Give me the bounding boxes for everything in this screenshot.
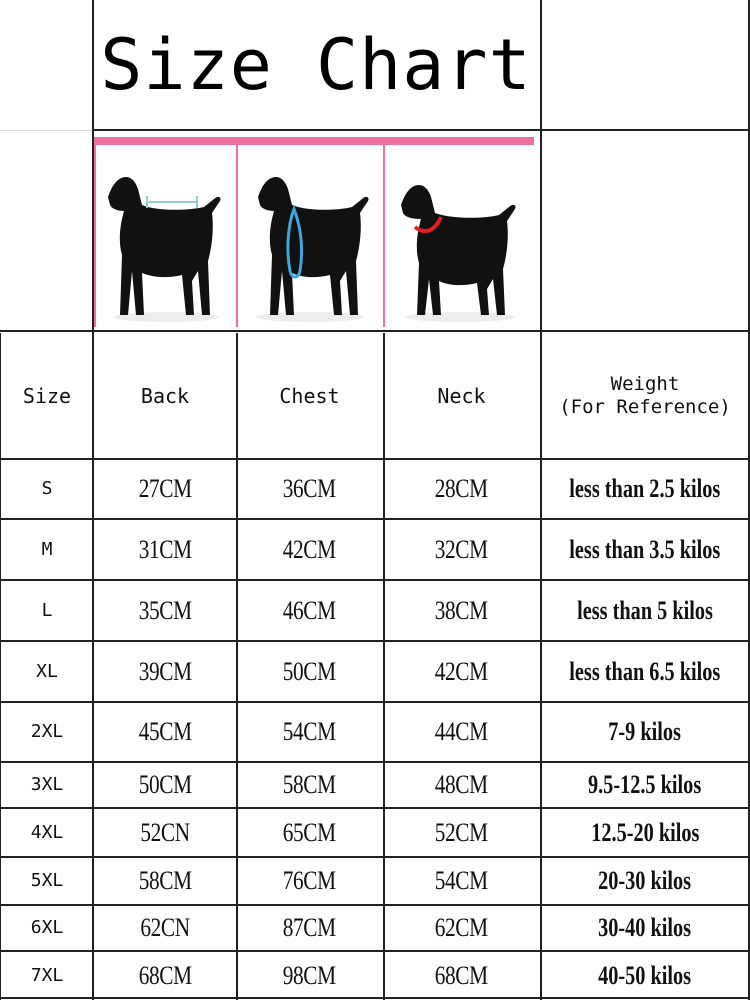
cell-chest-text: 54CM bbox=[283, 717, 336, 747]
cell-back-text: 39CM bbox=[138, 656, 192, 686]
cell-size-text: 3XL bbox=[30, 774, 64, 796]
cell-weight bbox=[540, 762, 750, 808]
cell-chest bbox=[236, 808, 383, 857]
cell-weight-text: less than 3.5 kilos bbox=[569, 534, 721, 564]
cell-neck bbox=[383, 641, 540, 702]
cell-back bbox=[94, 951, 236, 1000]
cell-chest-text: 42CM bbox=[283, 534, 336, 564]
cell-size-text: 7XL bbox=[30, 964, 64, 986]
cell-weight bbox=[540, 459, 750, 519]
dog-chest-measure-icon bbox=[238, 145, 383, 327]
cell-back-text: 58CM bbox=[138, 866, 192, 896]
cell-neck bbox=[383, 459, 540, 519]
cell-size bbox=[0, 580, 94, 641]
cell-chest-text: 58CM bbox=[283, 770, 336, 800]
cell-chest bbox=[236, 519, 383, 580]
cell-weight-text: 12.5-20 kilos bbox=[590, 817, 700, 847]
cell-neck-text: 38CM bbox=[435, 595, 488, 625]
cell-neck bbox=[383, 762, 540, 808]
cell-size-text: 5XL bbox=[30, 870, 64, 892]
cell-back bbox=[94, 762, 236, 808]
cell-size bbox=[0, 808, 94, 857]
grid-line bbox=[92, 129, 750, 131]
grid-line bbox=[236, 333, 238, 1000]
cell-back bbox=[94, 580, 236, 641]
header-chest: Chest bbox=[279, 384, 340, 408]
grid-line bbox=[0, 950, 750, 952]
cell-neck bbox=[383, 580, 540, 641]
cell-back bbox=[94, 702, 236, 762]
header-back: Back bbox=[140, 384, 190, 408]
cell-size bbox=[0, 641, 94, 702]
grid-line bbox=[0, 330, 750, 332]
cell-weight-text: 9.5-12.5 kilos bbox=[588, 770, 702, 800]
cell-chest bbox=[236, 641, 383, 702]
header-size: Size bbox=[22, 384, 72, 408]
cell-size-text: 6XL bbox=[30, 917, 64, 939]
cell-size bbox=[0, 702, 94, 762]
cell-neck bbox=[383, 808, 540, 857]
cell-neck bbox=[383, 702, 540, 762]
cell-neck-text: 54CM bbox=[435, 866, 488, 896]
header-neck: Neck bbox=[437, 384, 486, 408]
grid-line bbox=[0, 333, 1, 1000]
grid-line bbox=[540, 0, 542, 1000]
cell-weight-text: 30-40 kilos bbox=[598, 913, 692, 943]
cell-chest-text: 50CM bbox=[283, 656, 336, 686]
cell-back bbox=[94, 519, 236, 580]
cell-chest bbox=[236, 951, 383, 1000]
cell-weight bbox=[540, 641, 750, 702]
cell-weight-text: 7-9 kilos bbox=[608, 717, 682, 747]
cell-back-text: 31CM bbox=[138, 534, 192, 564]
cell-weight bbox=[540, 905, 750, 951]
cell-neck bbox=[383, 519, 540, 580]
cell-weight-text: less than 6.5 kilos bbox=[569, 656, 721, 686]
cell-weight-text: 20-30 kilos bbox=[598, 866, 692, 896]
cell-back-text: 27CM bbox=[138, 474, 192, 504]
cell-back-text: 52CN bbox=[140, 817, 190, 847]
cell-size-text: 4XL bbox=[30, 821, 64, 843]
grid-line bbox=[0, 458, 750, 460]
cell-size bbox=[0, 459, 94, 519]
grid-line bbox=[0, 904, 750, 906]
page-title: Size Chart bbox=[100, 24, 532, 106]
cell-back bbox=[94, 641, 236, 702]
cell-weight-text: less than 5 kilos bbox=[577, 595, 713, 625]
cell-back bbox=[94, 905, 236, 951]
cell-size bbox=[0, 762, 94, 808]
grid-line bbox=[92, 0, 94, 1000]
cell-size bbox=[0, 905, 94, 951]
cell-weight bbox=[540, 580, 750, 641]
cell-neck-text: 42CM bbox=[435, 656, 488, 686]
cell-back-text: 35CM bbox=[138, 595, 192, 625]
cell-chest bbox=[236, 905, 383, 951]
header-weight-label: Weight bbox=[610, 373, 680, 396]
cell-chest-text: 46CM bbox=[283, 595, 336, 625]
grid-line bbox=[0, 701, 750, 703]
cell-neck-text: 32CM bbox=[435, 534, 488, 564]
cell-weight bbox=[540, 951, 750, 1000]
cell-size-text: M bbox=[41, 538, 53, 560]
diagram-accent-bar bbox=[94, 137, 534, 145]
cell-size-text: XL bbox=[36, 660, 58, 682]
cell-weight bbox=[540, 857, 750, 905]
cell-neck bbox=[383, 951, 540, 1000]
cell-weight bbox=[540, 808, 750, 857]
cell-neck-text: 48CM bbox=[435, 770, 488, 800]
cell-neck-text: 52CM bbox=[435, 817, 488, 847]
cell-chest bbox=[236, 702, 383, 762]
cell-neck bbox=[383, 905, 540, 951]
cell-neck-text: 68CM bbox=[435, 960, 488, 990]
grid-line bbox=[0, 579, 750, 581]
cell-chest bbox=[236, 762, 383, 808]
grid-line bbox=[0, 997, 750, 999]
grid-line bbox=[0, 807, 750, 809]
cell-neck-text: 28CM bbox=[435, 474, 488, 504]
header-weight bbox=[540, 333, 750, 459]
cell-back bbox=[94, 459, 236, 519]
grid-line bbox=[383, 333, 385, 1000]
cell-back-text: 68CM bbox=[138, 960, 192, 990]
grid-line bbox=[0, 761, 750, 763]
cell-chest bbox=[236, 459, 383, 519]
header-weight-note: (For Reference) bbox=[559, 396, 731, 418]
cell-size bbox=[0, 951, 94, 1000]
cell-size bbox=[0, 519, 94, 580]
cell-size-text: L bbox=[41, 599, 53, 621]
grid-line bbox=[0, 640, 750, 642]
cell-size bbox=[0, 857, 94, 905]
cell-chest-text: 65CM bbox=[283, 817, 336, 847]
cell-weight bbox=[540, 519, 750, 580]
cell-chest-text: 87CM bbox=[283, 913, 336, 943]
cell-weight-text: less than 2.5 kilos bbox=[569, 474, 721, 504]
dog-neck-measure-icon bbox=[385, 145, 535, 327]
cell-neck-text: 44CM bbox=[435, 717, 488, 747]
cell-neck bbox=[383, 857, 540, 905]
cell-weight bbox=[540, 702, 750, 762]
cell-weight-text: 40-50 kilos bbox=[598, 960, 692, 990]
cell-chest-text: 76CM bbox=[283, 866, 336, 896]
cell-chest bbox=[236, 580, 383, 641]
cell-back-text: 50CM bbox=[138, 770, 192, 800]
grid-line bbox=[0, 130, 92, 131]
dog-back-measure-icon bbox=[96, 145, 236, 327]
grid-line bbox=[0, 856, 750, 858]
cell-neck-text: 62CM bbox=[435, 913, 488, 943]
cell-back-text: 45CM bbox=[138, 717, 192, 747]
cell-chest-text: 98CM bbox=[283, 960, 336, 990]
grid-line bbox=[0, 518, 750, 520]
cell-back-text: 62CN bbox=[140, 913, 190, 943]
cell-size-text: S bbox=[41, 478, 53, 500]
cell-chest bbox=[236, 857, 383, 905]
cell-back bbox=[94, 857, 236, 905]
cell-back bbox=[94, 808, 236, 857]
cell-size-text: 2XL bbox=[30, 721, 64, 743]
cell-chest-text: 36CM bbox=[283, 474, 336, 504]
